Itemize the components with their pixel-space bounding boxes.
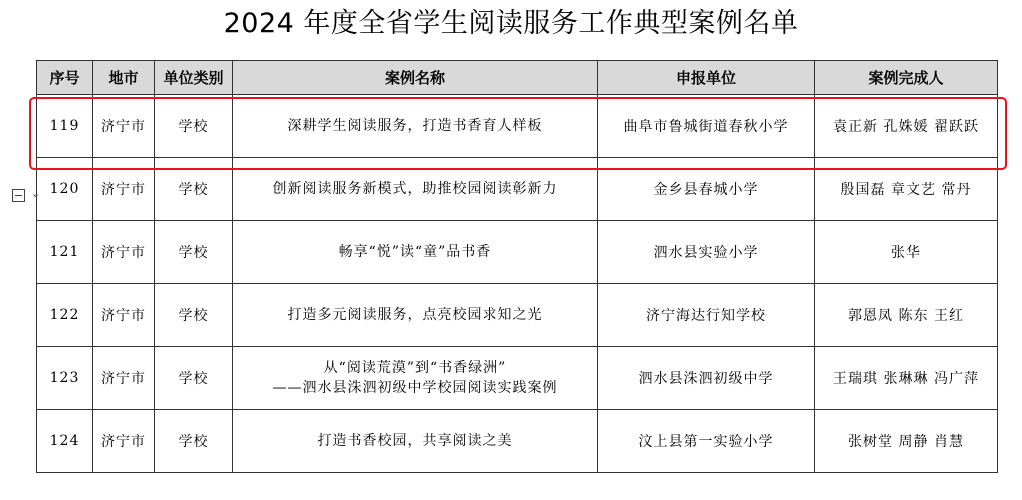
cell-unit: 曲阜市鲁城街道春秋小学 xyxy=(598,95,815,158)
cell-people: 王瑞琪 张琳琳 冯广萍 xyxy=(815,347,998,410)
cell-case-name xyxy=(233,221,598,284)
case-line: 畅享“悦”读“童”品书香 xyxy=(338,244,492,260)
cell-case-name xyxy=(233,347,598,410)
row-collapse-control[interactable] xyxy=(12,187,48,207)
cell-case-name xyxy=(233,410,598,473)
cell-people: 张华 xyxy=(815,221,998,284)
cell-category: 学校 xyxy=(155,284,233,347)
header-unit: 申报单位 xyxy=(598,61,815,95)
header-category: 单位类别 xyxy=(155,61,233,95)
cell-city: 济宁市 xyxy=(93,95,155,158)
cell-city: 济宁市 xyxy=(93,410,155,473)
cell-category: 学校 xyxy=(155,95,233,158)
table-row xyxy=(37,95,998,158)
case-subtitle-line: ——泗水县洙泗初级中学校园阅读实践案例 xyxy=(272,380,558,396)
cell-seq: 123 xyxy=(37,347,93,410)
header-case-name: 案例名称 xyxy=(233,61,598,95)
header-seq: 序号 xyxy=(37,61,93,95)
cell-unit: 济宁海达行知学校 xyxy=(598,284,815,347)
chevron-down-icon[interactable]: ⌄ xyxy=(31,187,41,200)
cell-unit: 汶上县第一实验小学 xyxy=(598,410,815,473)
cell-people: 张树堂 周静 肖慧 xyxy=(815,410,998,473)
case-line: 深耕学生阅读服务，打造书香育人样板 xyxy=(287,118,543,134)
cell-city: 济宁市 xyxy=(93,284,155,347)
cell-unit: 泗水县实验小学 xyxy=(598,221,815,284)
table-row xyxy=(37,284,998,347)
case-line: 创新阅读服务新模式，助推校园阅读彰新力 xyxy=(272,181,558,197)
cell-city: 济宁市 xyxy=(93,158,155,221)
table-row xyxy=(37,221,998,284)
table-row xyxy=(37,347,998,410)
collapse-icon[interactable] xyxy=(12,189,25,202)
case-line: 从“阅读荒漠”到“书香绿洲” xyxy=(323,360,507,376)
cell-unit: 泗水县洙泗初级中学 xyxy=(598,347,815,410)
cell-category: 学校 xyxy=(155,347,233,410)
case-table xyxy=(36,60,998,473)
cell-case-name xyxy=(233,158,598,221)
header-city: 地市 xyxy=(93,61,155,95)
cell-seq: 121 xyxy=(37,221,93,284)
cell-seq: 124 xyxy=(37,410,93,473)
cell-seq: 119 xyxy=(37,95,93,158)
header-people: 案例完成人 xyxy=(815,61,998,95)
case-line: 打造多元阅读服务，点亮校园求知之光 xyxy=(287,307,543,323)
cell-category: 学校 xyxy=(155,410,233,473)
cell-people: 郭恩凤 陈东 王红 xyxy=(815,284,998,347)
case-line: 打造书香校园，共享阅读之美 xyxy=(317,433,513,449)
cell-seq: 120 xyxy=(37,158,93,221)
table-row xyxy=(37,410,998,473)
cell-category: 学校 xyxy=(155,221,233,284)
page-title: 2024 年度全省学生阅读服务工作典型案例名单 xyxy=(223,8,799,39)
cell-city: 济宁市 xyxy=(93,347,155,410)
cell-city: 济宁市 xyxy=(93,221,155,284)
cell-people: 袁正新 孔姝媛 翟跃跃 xyxy=(815,95,998,158)
cell-case-name xyxy=(233,284,598,347)
cell-people: 殷国磊 章文艺 常丹 xyxy=(815,158,998,221)
cell-category: 学校 xyxy=(155,158,233,221)
cell-seq: 122 xyxy=(37,284,93,347)
cell-unit: 金乡县春城小学 xyxy=(598,158,815,221)
table-header-row xyxy=(37,61,998,95)
table-row xyxy=(37,158,998,221)
cell-case-name xyxy=(233,95,598,158)
